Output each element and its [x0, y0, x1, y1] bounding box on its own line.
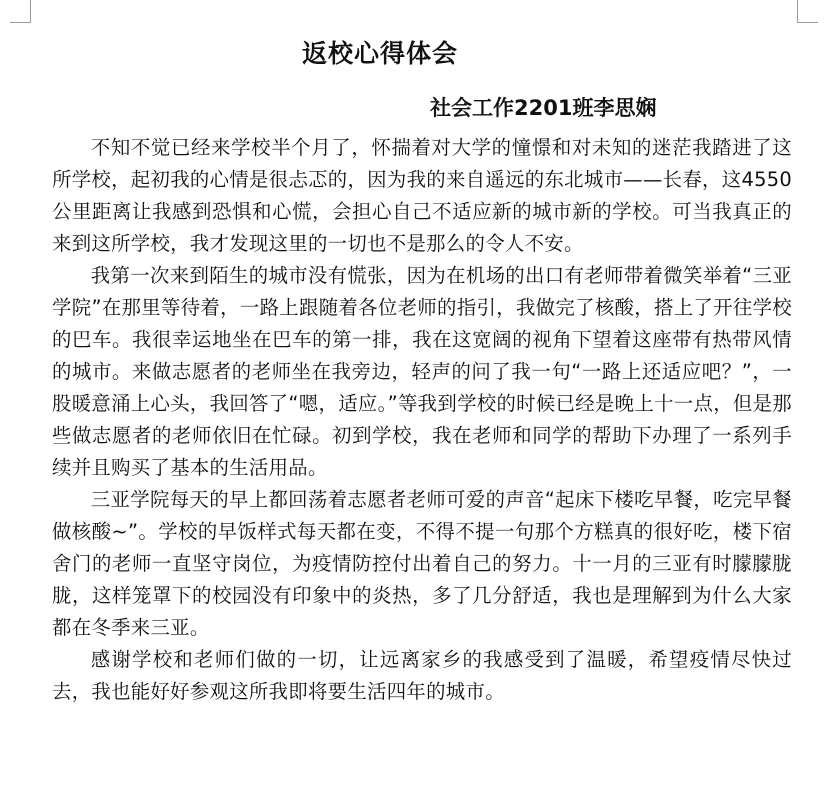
paragraph: 不知不觉已经来学校半个月了，怀揣着对大学的憧憬和对未知的迷茫我踏进了这所学校，起初我的心情是很忐忑的，因为我的来自遥远的东北城市——长春，这4550公里距离让我感到恐惧和心慌，会担心自己不适应新的城市新的学校。可当我真正的来到这所学校，我才发现这里的一切也不是那么的令人不安。 [52, 136, 792, 255]
document-body [52, 132, 792, 708]
page-corner-mark-left [10, 0, 31, 23]
paragraph: 三亚学院每天的早上都回荡着志愿者老师可爱的声音“起床下楼吃早餐，吃完早餐做核酸~”。学校的早饭样式每天都在变，不得不提一句那个方糕真的很好吃，楼下宿舍门的老师一直坚守岗位，为疫情防控付出着自己的努力。十一月的三亚有时朦朦胧胧，这样笼罩下的校园没有印象中的炎热，多了几分舒适，我也是理解到为什么大家都在冬季来三亚。 [52, 488, 792, 639]
document-title: 返校心得体会 [301, 39, 458, 68]
paragraph: 我第一次来到陌生的城市没有慌张，因为在机场的出口有老师带着微笑举着“三亚学院”在那里等待着，一路上跟随着各位老师的指引，我做完了核酸，搭上了开往学校的巴车。我很幸运地坐在巴车的第一排，我在这宽阔的视角下望着这座带有热带风情的城市。来做志愿者的老师坐在我旁边，轻声的问了我一句“一路上还适应吧？”，一股暖意涌上心头，我回答了“嗯，适应。”等我到学校的时候已经是晚上十一点，但是那些做志愿者的老师依旧在忙碌。初到学校，我在老师和同学的帮助下办理了一系列手续并且购买了基本的生活用品。 [52, 264, 792, 479]
paragraph: 感谢学校和老师们做的一切，让远离家乡的我感受到了温暖，希望疫情尽快过去，我也能好好参观这所我即将要生活四年的城市。 [52, 648, 792, 703]
page-corner-mark-right [797, 0, 818, 23]
document-author: 社会工作2201班李思娴 [430, 96, 657, 120]
